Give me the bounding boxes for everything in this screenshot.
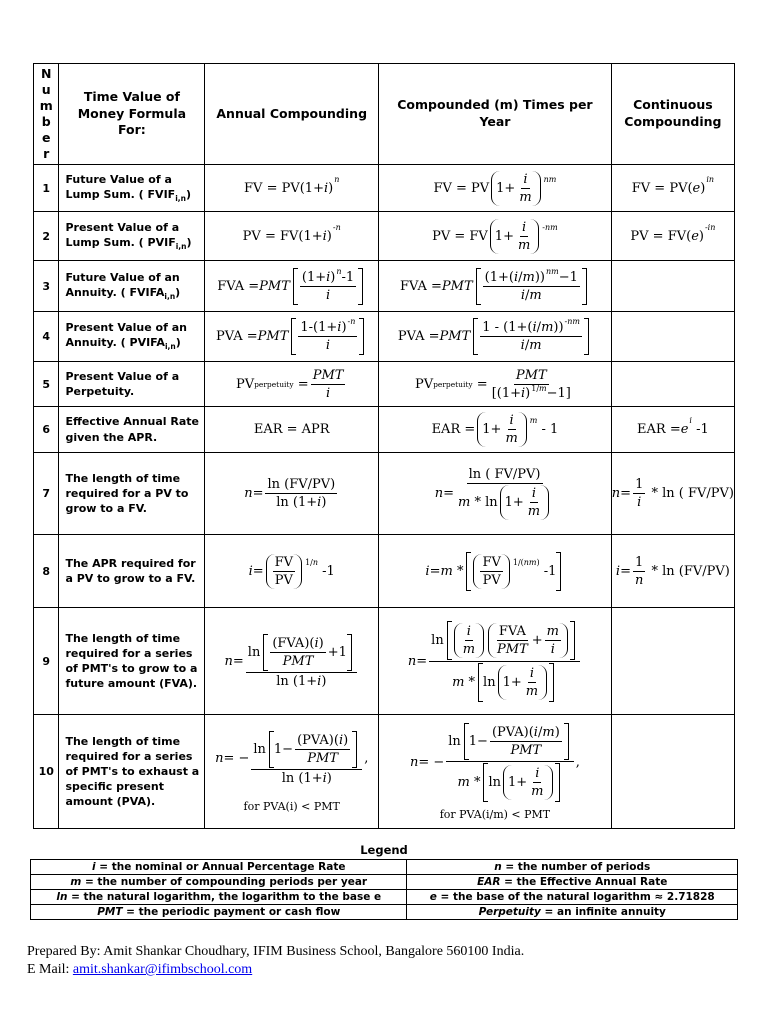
legend-table: [30, 859, 738, 920]
legend-row: [31, 905, 738, 920]
legend-definition: = the number of periods: [501, 861, 651, 873]
desc-text: Present Value of a Perpetuity.: [65, 369, 180, 398]
desc-text: Effective Annual Rate given the APR.: [65, 415, 199, 444]
row-number: 4: [34, 312, 59, 362]
legend-definition: = the Effective Annual Rate: [500, 876, 668, 888]
row-number: 10: [34, 715, 59, 829]
legend-term: i: [91, 861, 96, 873]
legend-definition: = the periodic payment or cash flow: [122, 906, 341, 918]
table-row: [34, 453, 735, 535]
formula-continuous-empty: [611, 312, 734, 362]
header-formula-for: Time Value of Money Formula For:: [59, 64, 205, 165]
desc-text: Present Value of an Annuity. ( PVIFA: [65, 321, 187, 350]
row-description: [59, 165, 205, 212]
legend-definition: = an infinite annuity: [540, 906, 666, 918]
desc-sub: i,n: [175, 194, 186, 203]
number-letter: e: [41, 130, 51, 145]
row-number: 7: [34, 453, 59, 535]
formula-m: EAR = 1+ $\frac{i}{m}$ m - 1: [379, 407, 612, 453]
legend-term: ln: [56, 891, 68, 903]
legend-title: Legend: [360, 843, 408, 857]
desc-end: ): [175, 285, 181, 299]
table-row: [34, 535, 735, 608]
desc-end: ): [185, 187, 191, 201]
formula-annual: PV = FV(1+ i ) -n: [205, 212, 379, 261]
row-number: 3: [34, 261, 59, 312]
formula-continuous-empty: [611, 715, 734, 829]
legend-row: [31, 860, 738, 875]
desc-text: Future Value of a Lump Sum. ( FVIF: [65, 172, 176, 201]
formula-continuous: i = $\frac{1}{n}$ * ln (FV/PV): [611, 535, 734, 608]
table-row: [34, 312, 735, 362]
legend-row: [31, 875, 738, 890]
header-annual: Annual Compounding: [205, 64, 379, 165]
formula-m: i = m * $\frac{FV}{PV}$ 1/(nm) -1: [379, 535, 612, 608]
legend-definition: = the number of compounding periods per year: [81, 876, 368, 888]
formula-annual: PV perpetuity = $\frac{\text{PMT}}{i}$: [205, 362, 379, 407]
formula-continuous: n = $\frac{1}{i}$ * ln ( FV/PV): [611, 453, 734, 535]
legend-row: [31, 890, 738, 905]
legend-cell: [407, 890, 738, 905]
formula-m: n = ln $\frac{i}{m}$ $\frac{\text{FVA}}{\text{PMT}}$ + $\frac{m}{i}$ m * ln 1+ $\frac{i}{m}$: [379, 608, 612, 715]
legend-term: Perpetuity: [478, 906, 541, 918]
legend-cell: [31, 875, 407, 890]
table-row: [34, 715, 735, 829]
row-number: 2: [34, 212, 59, 261]
header-number: [34, 64, 59, 165]
prepared-by: Prepared By: Amit Shankar Choudhary, IFIM Business School, Bangalore 560100 India.: [27, 944, 525, 959]
row-description: [59, 407, 205, 453]
formula-continuous: FV = PV( e ) in: [611, 165, 734, 212]
formula-continuous-empty: [611, 261, 734, 312]
row-description: [59, 212, 205, 261]
row-number: 1: [34, 165, 59, 212]
email-label: E Mail:: [27, 962, 73, 977]
legend-term: m: [70, 876, 82, 888]
row-description: [59, 312, 205, 362]
legend-cell: [31, 890, 407, 905]
email-line: [27, 961, 524, 979]
formula-continuous: EAR = e i -1: [611, 407, 734, 453]
formula-m: n = − ln 1− (PVA)( i / m ) PMT m * ln 1+ $\frac{i}{m}$ , for PVA(i/m) < PMT: [379, 715, 612, 829]
header-row: [34, 64, 735, 165]
desc-text: The APR required for a PV to grow to a FV.: [65, 556, 196, 585]
number-letter: N: [40, 66, 52, 81]
formula-m: PV = FV 1+ $\frac{i}{m}$ -nm: [379, 212, 612, 261]
row-description: [59, 715, 205, 829]
formula-annual: FVA = PMT (1+ i ) n -1 i: [205, 261, 379, 312]
formula-m: n = ln ( FV/PV) m * ln 1+ $\frac{i}{m}$: [379, 453, 612, 535]
legend-cell: [407, 860, 738, 875]
legend-cell: [407, 875, 738, 890]
row-number: 8: [34, 535, 59, 608]
footer: [27, 943, 524, 979]
formula-continuous: PV = FV( e ) -in: [611, 212, 734, 261]
number-letter: r: [43, 146, 50, 161]
desc-sub: i,n: [164, 342, 176, 352]
row-description: [59, 453, 205, 535]
legend-cell: [31, 905, 407, 920]
formula-m: FV = PV 1+ $\frac{i}{m}$ nm: [379, 165, 612, 212]
desc-end: ): [175, 336, 181, 350]
email-link[interactable]: amit.shankar@ifimbschool.com: [72, 962, 253, 977]
legend-term: n: [494, 861, 502, 873]
desc-sub: i,n: [164, 292, 176, 301]
row-description: [59, 261, 205, 312]
formula-annual: FV = PV(1+ i ) n: [205, 165, 379, 212]
condition-note: for PVA(i) < PMT: [243, 799, 340, 813]
formula-m: PVA = PMT 1 - (1+( i / m )) -nm i / m: [379, 312, 612, 362]
desc-text: Present Value of a Lump Sum. ( PVIF: [65, 220, 180, 249]
formula-annual: n = ln (FVA)( i ) PMT +1 ln (1+ i ): [205, 608, 379, 715]
legend-term: PMT: [97, 906, 123, 918]
formula-continuous-empty: [611, 608, 734, 715]
formula-annual: EAR = APR: [205, 407, 379, 453]
legend-definition: = the base of the natural logarithm ≈ 2.71828: [436, 891, 715, 903]
table-row: [34, 261, 735, 312]
formula-table: [33, 63, 735, 829]
formula-annual: i = $\frac{FV}{PV}$ 1/n -1: [205, 535, 379, 608]
table-row: [34, 362, 735, 407]
table-row: [34, 608, 735, 715]
legend-definition: = the natural logarithm, the logarithm to the base e: [67, 891, 382, 903]
formula-annual: PVA = PMT 1-(1+ i ) -n i: [205, 312, 379, 362]
desc-text: The length of time required for a series of PMT's to exhaust a specific present amount (PVA).: [65, 734, 200, 809]
table-row: [34, 212, 735, 261]
number-letter: b: [41, 114, 51, 129]
formula-m: PV perpetuity = PMT [(1+ i ) 1/m −1]: [379, 362, 612, 407]
legend-term: EAR: [477, 876, 501, 888]
table-row: [34, 165, 735, 212]
desc-text: The length of time required for a series of PMT's to grow to a future amount (FVA).: [65, 631, 198, 691]
row-number: 9: [34, 608, 59, 715]
desc-text: Future Value of an Annuity. ( FVIFA: [65, 270, 180, 299]
formula-annual: n = ln (FV/PV) ln (1+ i ): [205, 453, 379, 535]
legend-cell: [31, 860, 407, 875]
number-letter: u: [41, 82, 51, 97]
desc-sub: i,n: [175, 242, 187, 251]
formula-m: FVA = PMT (1+( i / m )) nm −1 i / m: [379, 261, 612, 312]
condition-note: for PVA(i/m) < PMT: [439, 807, 551, 821]
header-m-times: Compounded (m) Times per Year: [379, 64, 612, 165]
row-number: 5: [34, 362, 59, 407]
header-continuous: Continuous Compounding: [611, 64, 734, 165]
legend-cell: [407, 905, 738, 920]
legend-term: e: [429, 891, 437, 903]
formula-continuous-empty: [611, 362, 734, 407]
number-letter: m: [39, 98, 53, 113]
row-number: 6: [34, 407, 59, 453]
desc-text: The length of time required for a PV to grow to a FV.: [65, 471, 189, 516]
table-row: [34, 407, 735, 453]
legend-definition: = the nominal or Annual Percentage Rate: [95, 861, 346, 873]
row-description: [59, 608, 205, 715]
formula-annual: n = − ln 1− (PVA)( i ) PMT ln (1+ i ) , for PVA(i) < PMT: [205, 715, 379, 829]
row-description: [59, 362, 205, 407]
desc-end: ): [186, 235, 192, 249]
row-description: [59, 535, 205, 608]
